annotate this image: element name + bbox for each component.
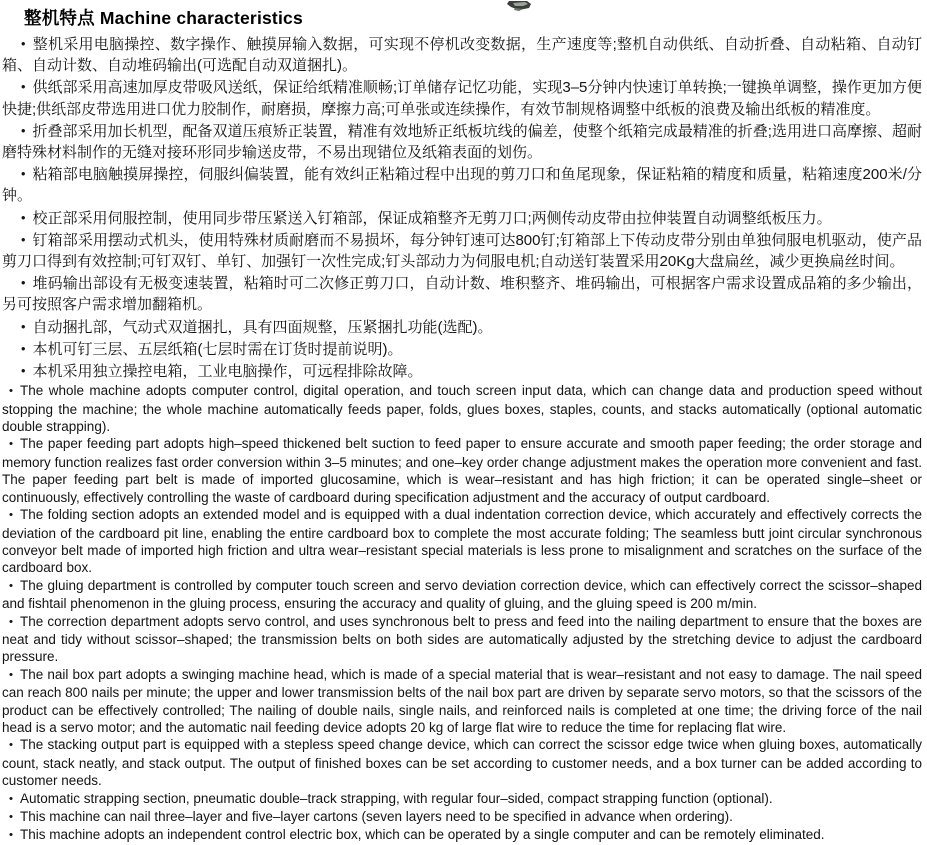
bullet-icon: • [21, 318, 26, 334]
feature-item-cn: • 自动捆扎部，气动式双道捆扎，具有四面规整，压紧捆扎功能(选配)。 [2, 316, 922, 338]
features-english-section [2, 382, 922, 845]
feature-item-cn: • 校正部采用伺服控制，使用同步带压紧送入钉箱部，保证成箱整齐无剪刀口;两侧传动皮带由拉伸装置自动调整纸板压力。 [2, 207, 922, 229]
bullet-icon: • [21, 79, 26, 95]
feature-item-cn: • 整机采用电脑操控、数字操作、触摸屏输入数据，可实现不停机改变数据，生产速度等;整机自动供纸、自动折叠、自动粘箱、自动钉箱、自动计数、自动堆码输出(可选配自动双道捆扎)。 [2, 33, 922, 76]
bullet-icon: • [21, 231, 26, 247]
bullet-icon: • [9, 385, 14, 398]
feature-item-cn: • 本机可钉三层、五层纸箱(七层时需在订货时提前说明)。 [2, 338, 922, 360]
feature-item-cn: • 堆码输出部设有无极变速装置，粘箱时可二次修正剪刀口，自动计数、堆积整齐、堆码输出，可根据客户需求设置成品箱的多少输出，另可按照客户需求增加翻箱机。 [2, 272, 922, 315]
feature-item-en: • The stacking output part is equipped with a stepless speed change device, which can correct the scissor edge twice when gluing boxes, automatically count, stack neatly, and stack output. The output of finished boxes can be set according to customer needs, and a box turner can be added according to customer needs. [2, 737, 922, 789]
page-title: 整机特点 Machine characteristics [24, 8, 303, 28]
bullet-icon: • [21, 340, 26, 356]
feature-item-en: • The paper feeding part adopts high–speed thickened belt suction to feed paper to ensure accurate and smooth paper feeding; the order storage and memory function realizes fast order conversion within 3–5 minutes; and one–key order change adjustment makes the operation more convenient and fast. The paper feeding part belt is made of imported glucosamine, which is wear–resistant and has high friction; it can be operated single–sheet or continuously, effectively controlling the waste of cardboard during specification adjustment and the accuracy of output cardboard. [2, 436, 922, 505]
feature-item-en: • The nail box part adopts a swinging machine head, which is made of a special material that is wear–resistant and not easy to damage. The nail speed can reach 800 nails per minute; the upper and lower transmission belts of the nail box part are driven by separate servo motors, so that the scissors of the product can be effectively controlled; The nailing of double nails, single nails, and reinforced nails is completed at one time; the driving force of the nail head is a servo motor; and the automatic nail feeding device adopts 20 kg of large flat wire to reduce the time for replacing flat wire. [2, 666, 922, 735]
feature-item-en: • This machine adopts an independent control electric box, which can be operated by a single computer and can be remotely eliminated. [2, 826, 922, 844]
bullet-icon: • [21, 36, 26, 51]
feature-item-en: • The correction department adopts servo control, and uses synchronous belt to press and feed into the nailing department to ensure that the boxes are neat and tidy without scissor–shaped; the transmission belts on both sides are automatically adjusted by the stretching device to adjust the cardboard pressure. [2, 613, 922, 665]
bullet-icon: • [9, 668, 14, 681]
bullet-icon: • [9, 579, 14, 592]
machine-thumbnail-icon [505, 0, 535, 12]
feature-item-cn: • 钉箱部采用摆动式机头，使用特殊材质耐磨而不易损坏，每分钟钉速可达800钉;钉箱部上下传动皮带分别由单独伺服电机驱动，使产品剪刀口得到有效控制;可钉双钉、单钉、加强钉一次性完成;钉头部动力为伺服电机;自动送钉装置采用20Kg大盘扁丝，减少更换扁丝时间。 [2, 229, 922, 272]
bullet-icon: • [21, 275, 26, 291]
feature-item-cn: • 折叠部采用加长机型，配备双道压痕矫正装置，精准有效地矫正纸板坑线的偏差，使整个纸箱完成最精准的折叠;选用进口高摩擦、超耐磨特殊材料制作的无缝对接环形同步输送皮带，不易出现错位及纸箱表面的划伤。 [2, 120, 922, 163]
bullet-icon: • [9, 829, 14, 842]
bullet-icon: • [9, 739, 14, 752]
feature-item-cn: • 供纸部采用高速加厚皮带吸风送纸，保证给纸精准顺畅;订单储存记忆功能，实现3–5分钟内快速订单转换;一键换单调整，操作更加方便快捷;供纸部皮带选用进口优力胶制作，耐磨损，摩擦力高;可单张或连续操作，有效节制规格调整中纸板的浪费及输出纸板的精准度。 [2, 76, 922, 119]
bullet-icon: • [9, 615, 14, 628]
bullet-icon: • [9, 438, 14, 451]
bullet-icon: • [9, 811, 14, 823]
bullet-icon: • [9, 509, 14, 522]
feature-item-cn: • 粘箱部电脑触摸屏操控，伺服纠偏装置，能有效纠正粘箱过程中出现的剪刀口和鱼尾现象，保证粘箱的精度和质量，粘箱速度200米/分钟。 [2, 163, 922, 206]
bullet-icon: • [21, 122, 26, 138]
feature-item-en: • The gluing department is controlled by computer touch screen and servo deviation correction device, which can effectively correct the scissor–shaped and fishtail phenomenon in the gluing process, ensuring the accuracy and quality of gluing, and the gluing speed is 200 m/min. [2, 577, 922, 612]
feature-item-cn: • 本机采用独立操控电箱，工业电脑操作，可远程排除故障。 [2, 360, 922, 382]
bullet-icon: • [21, 209, 26, 225]
bullet-icon: • [21, 166, 26, 182]
feature-item-en: • This machine can nail three–layer and five–layer cartons (seven layers need to be specified in advance when ordering). [2, 808, 922, 826]
page-header [2, 0, 922, 33]
feature-item-en: • The whole machine adopts computer control, digital operation, and touch screen input data, which can change data and production speed without stopping the machine; the whole machine automatically feeds paper, folds, glues boxes, staples, counts, and stacks automatically (optional automatic double strapping). [2, 383, 922, 435]
bullet-icon: • [9, 792, 14, 805]
bullet-icon: • [21, 363, 26, 379]
feature-item-en: • Automatic strapping section, pneumatic double–track strapping, with regular four–sided, compact strapping function (optional). [2, 790, 922, 808]
features-chinese-section [2, 33, 922, 382]
feature-item-en: • The folding section adopts an extended model and is equipped with a dual indentation correction device, which accurately and effectively corrects the deviation of the cardboard pit line, enabling the entire cardboard box to complete the most accurate folding; The seamless butt joint circular synchronous conveyor belt made of imported high friction and ultra wear–resistant special materials is less prone to misalignment and scratches on the surface of the cardboard box. [2, 507, 922, 576]
